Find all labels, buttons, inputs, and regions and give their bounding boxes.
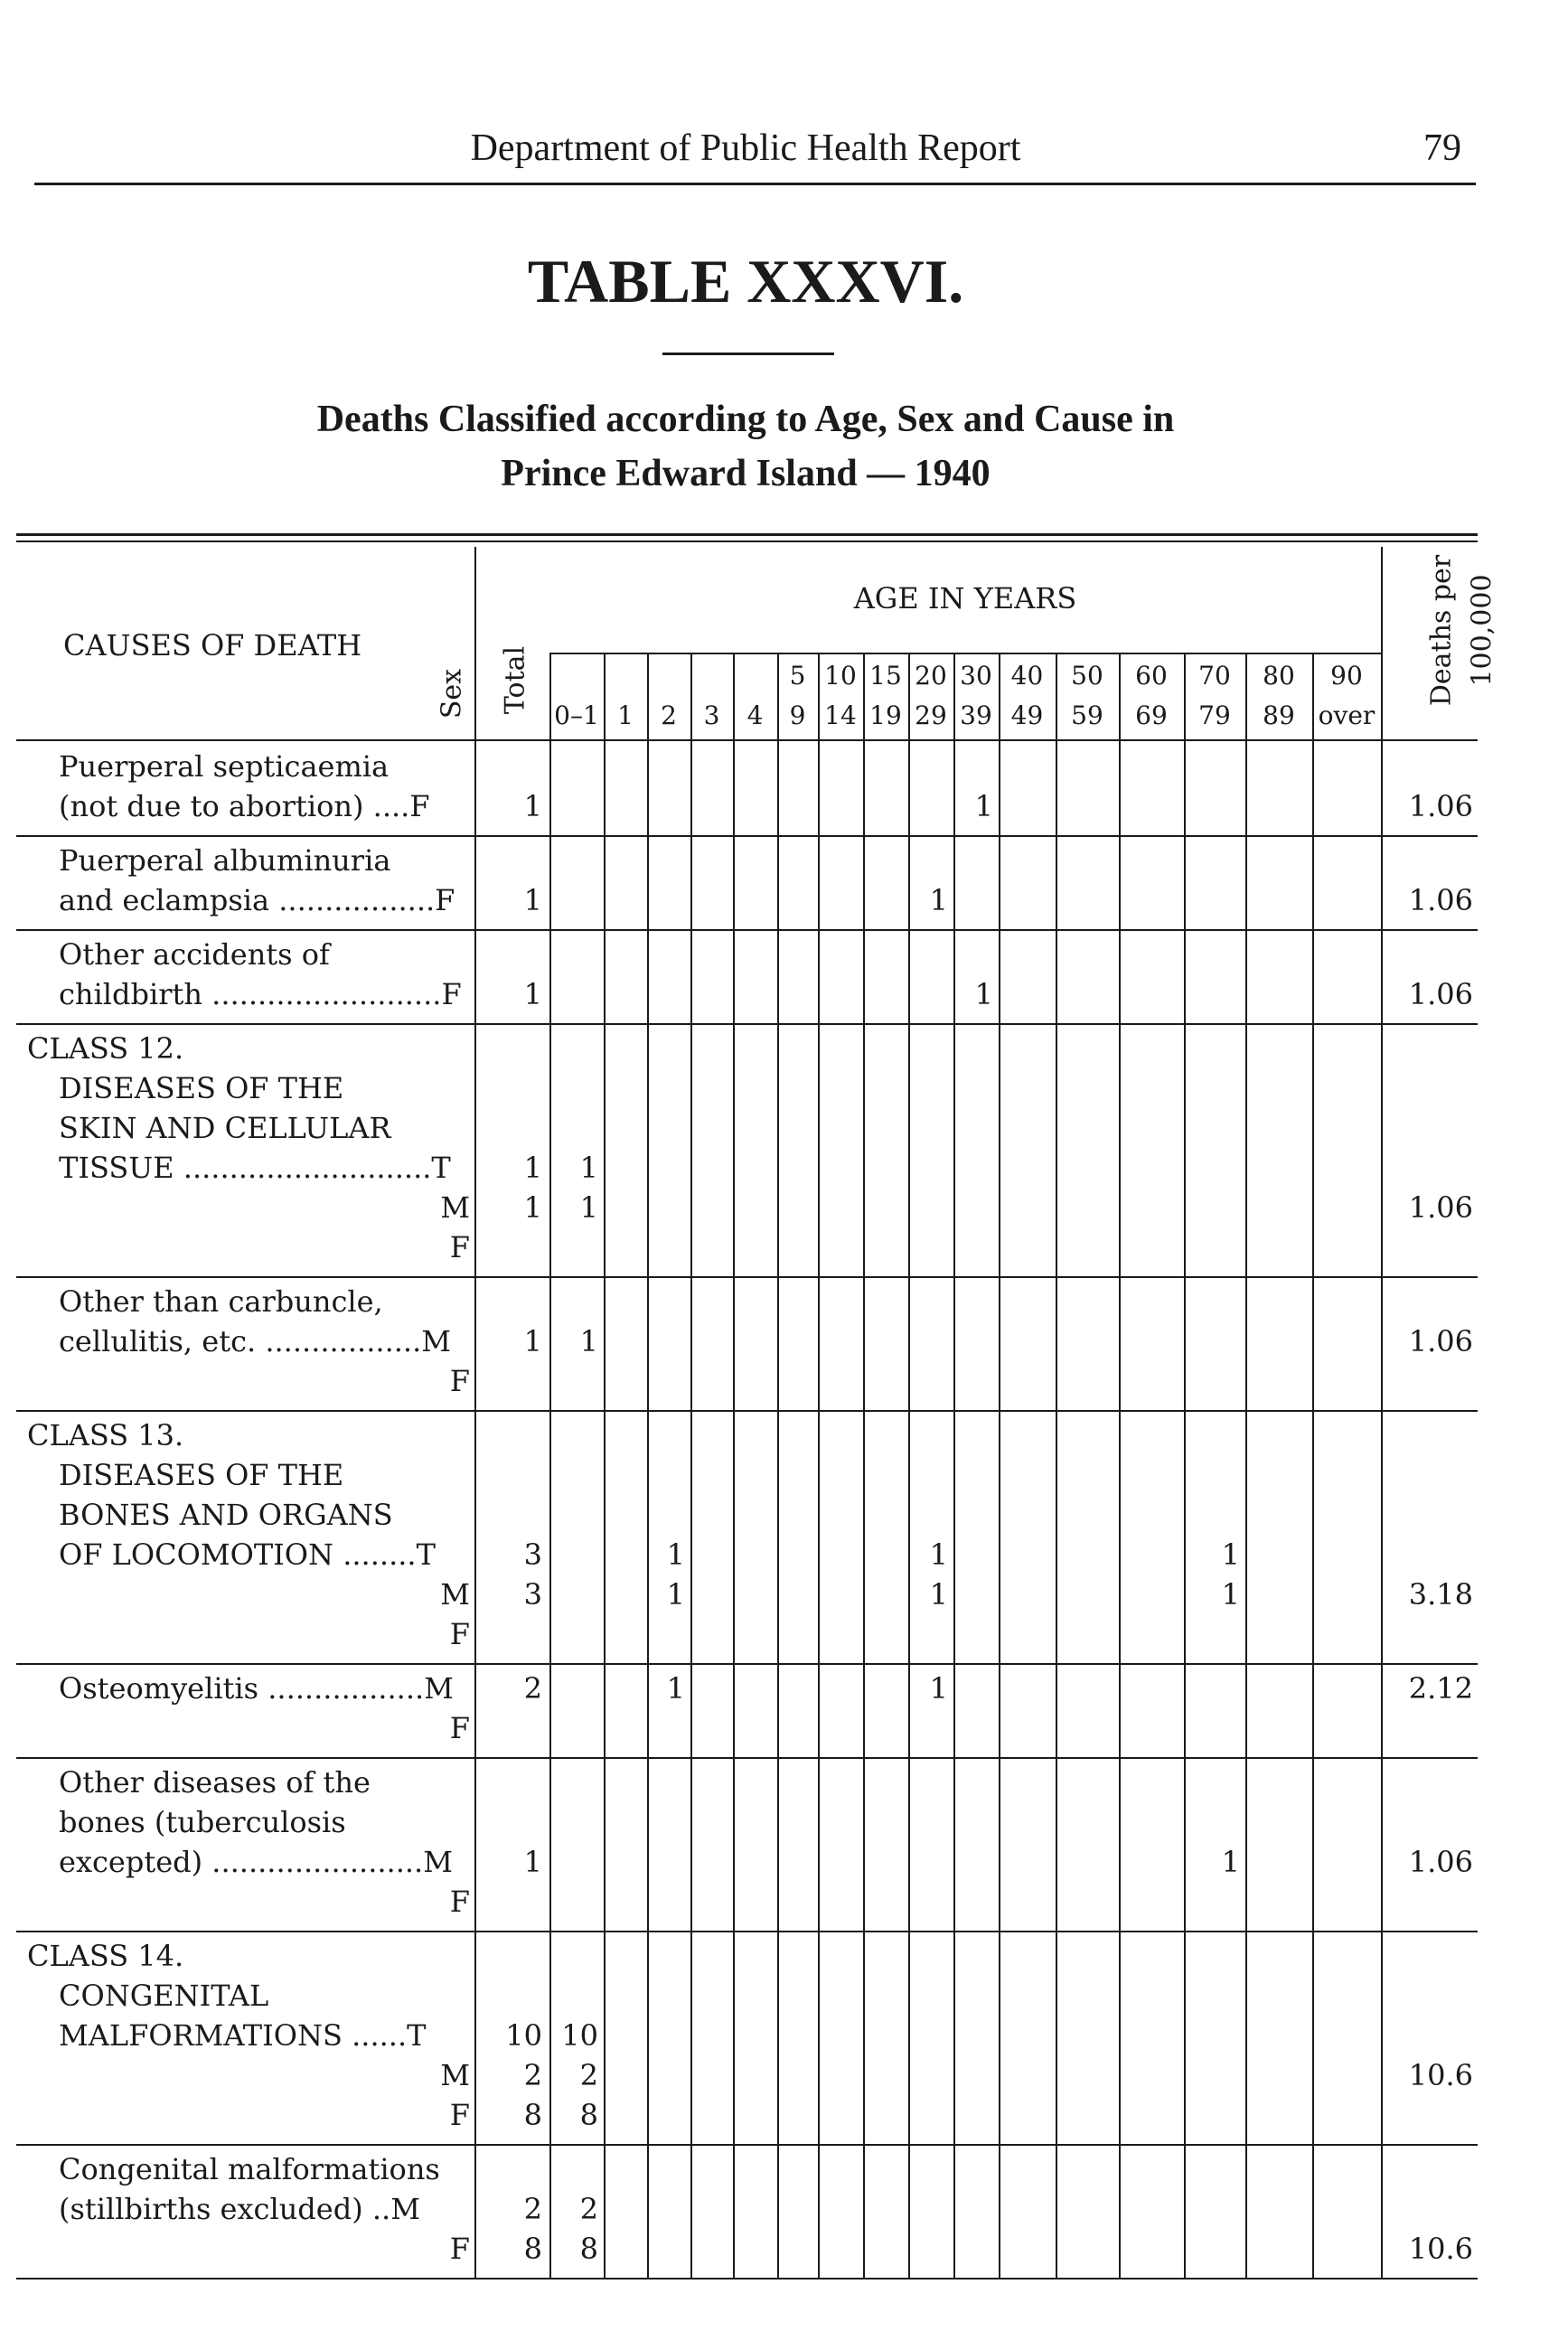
age-header-bottom: 59 xyxy=(1071,700,1103,730)
table-title: TABLE XXXVI. xyxy=(527,247,964,315)
sex-cell: M xyxy=(440,1190,470,1225)
header-rule xyxy=(34,183,1476,185)
sex-cell: F xyxy=(449,2232,470,2266)
age-header-top: 40 xyxy=(1010,661,1044,691)
column-divider xyxy=(733,739,735,2278)
age-header-bottom: 9 xyxy=(789,700,806,730)
age-cell: 1 xyxy=(579,1190,598,1225)
age-cell: 1 xyxy=(929,883,948,917)
running-header-title: Department of Public Health Report xyxy=(470,127,1021,169)
cause-label: (stillbirths excluded) ..M xyxy=(59,2192,420,2226)
sex-cell: F xyxy=(449,2098,470,2132)
header-bottom-rule xyxy=(16,739,1478,741)
age-group-rule xyxy=(549,653,1381,654)
sex-cell: M xyxy=(440,1577,470,1612)
age-cell: 1 xyxy=(929,1537,948,1572)
title-rule xyxy=(662,352,834,355)
rate-cell: 1.06 xyxy=(1408,977,1473,1011)
group-rule xyxy=(16,1023,1478,1025)
group-rule xyxy=(16,1276,1478,1278)
age-header-bottom: 2 xyxy=(661,700,677,730)
age-header-bottom: 1 xyxy=(617,700,634,730)
total-cell: 1 xyxy=(523,883,542,917)
rate-cell: 1.06 xyxy=(1408,1190,1473,1225)
column-divider xyxy=(953,739,955,2278)
column-divider xyxy=(690,739,692,2278)
age-header-top: 60 xyxy=(1135,661,1168,691)
total-cell: 3 xyxy=(523,1577,542,1612)
column-divider xyxy=(1184,739,1186,2278)
age-header-bottom: 4 xyxy=(746,700,764,730)
cause-label: MALFORMATIONS ......T xyxy=(59,2018,427,2053)
column-header-rate-1: Deaths per xyxy=(1425,554,1458,707)
age-header-bottom: 14 xyxy=(824,700,857,730)
cause-label: Puerperal septicaemia xyxy=(59,749,390,784)
cause-label: Other accidents of xyxy=(59,937,330,972)
group-rule xyxy=(16,1410,1478,1412)
age-header-bottom: 69 xyxy=(1135,700,1168,730)
age-header-divider xyxy=(1312,653,1314,739)
column-header-rate-2: 100,000 xyxy=(1466,574,1498,687)
column-divider xyxy=(1381,739,1383,2278)
age-header-bottom: over xyxy=(1318,700,1376,730)
cause-label: CONGENITAL xyxy=(59,1979,269,2013)
age-header-top: 50 xyxy=(1071,661,1103,691)
age-cell: 1 xyxy=(579,1151,598,1185)
cause-label: BONES AND ORGANS xyxy=(59,1498,393,1532)
age-header-top: 15 xyxy=(869,661,902,691)
rate-cell: 1.06 xyxy=(1408,1845,1473,1879)
age-cell: 1 xyxy=(666,1671,685,1706)
total-cell: 1 xyxy=(523,1324,542,1358)
total-cell: 1 xyxy=(523,1845,542,1879)
age-header-bottom: 0–1 xyxy=(554,700,599,730)
age-header-divider xyxy=(1119,653,1121,739)
column-header-sex: Sex xyxy=(436,668,468,719)
age-header-divider xyxy=(647,653,649,739)
cause-label: Osteomyelitis .................M xyxy=(59,1671,454,1706)
group-rule xyxy=(16,929,1478,931)
age-header-divider xyxy=(1245,653,1247,739)
group-rule xyxy=(16,835,1478,837)
cause-label: bones (tuberculosis xyxy=(59,1805,346,1839)
total-cell: 1 xyxy=(523,1190,542,1225)
age-header-divider xyxy=(733,653,735,739)
cause-label: Other diseases of the xyxy=(59,1765,371,1800)
sex-cell: F xyxy=(449,1617,470,1651)
cause-label: CLASS 12. xyxy=(27,1031,184,1066)
age-cell: 1 xyxy=(974,789,993,823)
cause-label: Puerperal albuminuria xyxy=(59,843,391,878)
column-divider xyxy=(1056,739,1057,2278)
column-divider xyxy=(474,739,476,2278)
age-cell: 10 xyxy=(561,2018,598,2053)
cause-label: DISEASES OF THE xyxy=(59,1071,344,1105)
page-number: 79 xyxy=(1423,127,1461,169)
cause-label: and eclampsia .................F xyxy=(59,883,455,917)
age-header-bottom: 19 xyxy=(869,700,902,730)
age-header-divider xyxy=(999,653,1000,739)
age-cell: 2 xyxy=(579,2192,598,2226)
age-header-bottom: 49 xyxy=(1010,700,1044,730)
age-header-divider xyxy=(1056,653,1057,739)
header-divider xyxy=(549,653,551,739)
rate-cell: 2.12 xyxy=(1408,1671,1473,1706)
age-cell: 2 xyxy=(579,2058,598,2092)
cause-label: cellulitis, etc. .................M xyxy=(59,1324,452,1358)
subtitle-line-1: Deaths Classified according to Age, Sex and Cause in xyxy=(316,399,1175,440)
age-header-bottom: 89 xyxy=(1263,700,1295,730)
age-header-top: 5 xyxy=(789,661,806,691)
age-cell: 1 xyxy=(929,1671,948,1706)
cause-label: TISSUE ...........................T xyxy=(59,1151,451,1185)
column-divider xyxy=(549,739,551,2278)
cause-label: Other than carbuncle, xyxy=(59,1284,383,1319)
age-cell: 1 xyxy=(1221,1537,1240,1572)
age-header-divider xyxy=(818,653,820,739)
age-header-divider xyxy=(690,653,692,739)
total-cell: 1 xyxy=(523,789,542,823)
age-header-bottom: 39 xyxy=(960,700,992,730)
column-divider xyxy=(863,739,865,2278)
age-cell: 1 xyxy=(666,1577,685,1612)
cause-label: Congenital malformations xyxy=(59,2152,440,2186)
age-header-top: 10 xyxy=(824,661,857,691)
total-cell: 8 xyxy=(523,2232,542,2266)
cause-label: childbirth .........................F xyxy=(59,977,462,1011)
column-divider xyxy=(999,739,1000,2278)
total-cell: 8 xyxy=(523,2098,542,2132)
age-header-top: 30 xyxy=(960,661,992,691)
age-cell: 1 xyxy=(1221,1845,1240,1879)
rate-cell: 10.6 xyxy=(1408,2232,1473,2266)
age-header-divider xyxy=(777,653,779,739)
age-header-bottom: 29 xyxy=(915,700,947,730)
age-cell: 1 xyxy=(974,977,993,1011)
rate-cell: 1.06 xyxy=(1408,789,1473,823)
group-rule xyxy=(16,1757,1478,1759)
age-header-top: 20 xyxy=(915,661,947,691)
age-header-bottom: 3 xyxy=(703,700,720,730)
column-divider xyxy=(777,739,779,2278)
cause-label: SKIN AND CELLULAR xyxy=(59,1111,391,1145)
sex-cell: F xyxy=(449,1364,470,1398)
age-cell: 1 xyxy=(1221,1577,1240,1612)
cause-label: CLASS 13. xyxy=(27,1418,184,1452)
header-divider xyxy=(474,547,476,739)
age-cell: 8 xyxy=(579,2098,598,2132)
total-cell: 3 xyxy=(523,1537,542,1572)
age-header-divider xyxy=(908,653,910,739)
rate-cell: 10.6 xyxy=(1408,2058,1473,2092)
age-header-divider xyxy=(863,653,865,739)
rate-cell: 3.18 xyxy=(1408,1577,1473,1612)
cause-label: CLASS 14. xyxy=(27,1939,184,1973)
group-rule xyxy=(16,2144,1478,2146)
column-divider xyxy=(1245,739,1247,2278)
cause-label: DISEASES OF THE xyxy=(59,1458,344,1492)
total-cell: 2 xyxy=(523,1671,542,1706)
group-rule xyxy=(16,2278,1478,2280)
total-cell: 2 xyxy=(523,2192,542,2226)
column-divider xyxy=(647,739,649,2278)
cause-label: (not due to abortion) ....F xyxy=(59,789,430,823)
column-divider xyxy=(818,739,820,2278)
total-cell: 10 xyxy=(505,2018,542,2053)
column-divider xyxy=(1119,739,1121,2278)
cause-label: excepted) .......................M xyxy=(59,1845,453,1879)
table-top-rule xyxy=(16,533,1478,536)
column-divider xyxy=(604,739,606,2278)
sex-cell: F xyxy=(449,1885,470,1919)
sex-cell: F xyxy=(449,1230,470,1264)
sex-cell: M xyxy=(440,2058,470,2092)
age-header-divider xyxy=(953,653,955,739)
age-cell: 1 xyxy=(666,1537,685,1572)
subtitle-line-2: Prince Edward Island — 1940 xyxy=(501,453,991,494)
cause-label: OF LOCOMOTION ........T xyxy=(59,1537,436,1572)
age-cell: 1 xyxy=(929,1577,948,1612)
total-cell: 1 xyxy=(523,977,542,1011)
total-cell: 2 xyxy=(523,2058,542,2092)
rate-cell: 1.06 xyxy=(1408,1324,1473,1358)
group-rule xyxy=(16,1931,1478,1932)
age-cell: 1 xyxy=(579,1324,598,1358)
column-header-age-group: AGE IN YEARS xyxy=(853,581,1077,616)
column-divider xyxy=(908,739,910,2278)
group-rule xyxy=(16,1663,1478,1665)
column-header-cause: CAUSES OF DEATH xyxy=(63,628,362,663)
column-header-total: Total xyxy=(499,645,531,715)
age-header-divider xyxy=(1184,653,1186,739)
header-divider xyxy=(1381,547,1383,739)
age-header-top: 80 xyxy=(1263,661,1295,691)
age-header-top: 90 xyxy=(1330,661,1363,691)
column-divider xyxy=(1312,739,1314,2278)
total-cell: 1 xyxy=(523,1151,542,1185)
rate-cell: 1.06 xyxy=(1408,883,1473,917)
age-header-divider xyxy=(604,653,606,739)
age-header-bottom: 79 xyxy=(1198,700,1231,730)
table-top-rule-2 xyxy=(16,540,1478,542)
sex-cell: F xyxy=(449,1711,470,1745)
age-cell: 8 xyxy=(579,2232,598,2266)
age-header-top: 70 xyxy=(1198,661,1231,691)
